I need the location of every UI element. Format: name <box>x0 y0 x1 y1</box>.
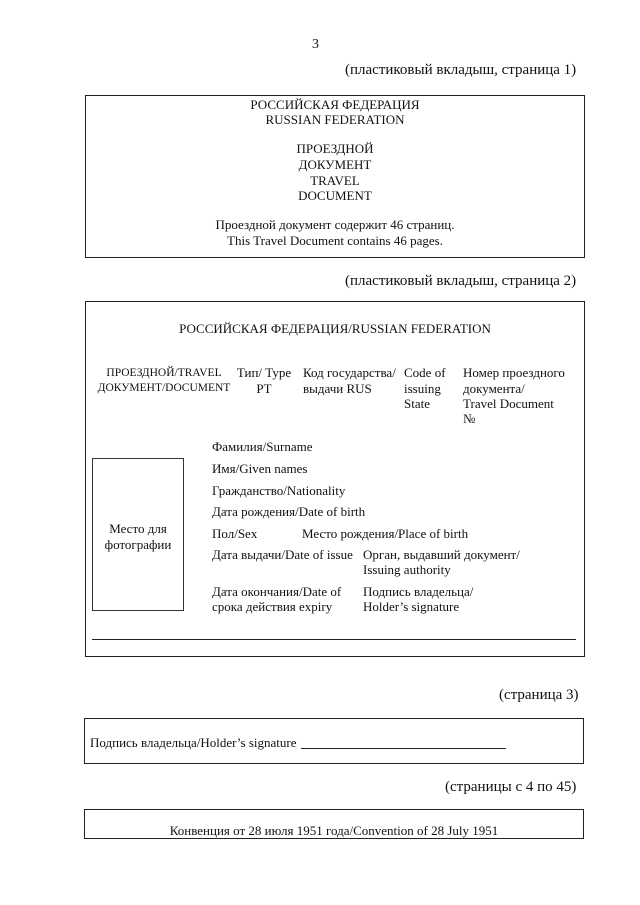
field-surname: Фамилия/Surname <box>212 439 313 454</box>
col-doc-1: ПРОЕЗДНОЙ/TRAVEL <box>106 367 222 379</box>
col-num-1: Номер проездного <box>463 365 565 380</box>
col-num-4: № <box>463 411 476 426</box>
insert1-country-en: RUSSIAN FEDERATION <box>265 112 405 127</box>
photo-label-2: фотографии <box>104 537 172 552</box>
convention-text: Конвенция от 28 июля 1951 года/Convention of 28 July 1951 <box>169 823 499 838</box>
page3-signature-label: Подпись владельца/Holder’s signature <box>90 735 297 750</box>
field-authority-1: Орган, выдавший документ/ <box>363 547 520 562</box>
insert1-caption: (пластиковый вкладыш, страница 1) <box>345 62 577 78</box>
field-authority-2: Issuing authority <box>363 562 451 577</box>
field-doi: Дата выдачи/Date of issue <box>212 547 353 562</box>
page3-caption: (страница 3) <box>499 687 579 703</box>
insert1-box <box>85 95 585 258</box>
insert1-title-ru-2: ДОКУМЕНТ <box>298 157 372 172</box>
field-sex: Пол/Sex <box>212 526 258 541</box>
col-num-2: документа/ <box>463 381 525 396</box>
col-code-1: Code of <box>404 365 446 380</box>
col-code-2: issuing <box>404 381 441 396</box>
insert1-pages-ru: Проездной документ содержит 46 страниц. <box>215 217 455 232</box>
field-dob: Дата рождения/Date of birth <box>212 504 366 519</box>
photo-placeholder <box>92 458 184 611</box>
mrz-line <box>92 639 576 640</box>
field-nationality: Гражданство/Nationality <box>212 483 346 498</box>
field-given-names: Имя/Given names <box>212 461 308 476</box>
col-doc-2: ДОКУМЕНТ/DOCUMENT <box>97 382 231 394</box>
col-num-3: Travel Document <box>463 396 554 411</box>
col-state-2: выдачи RUS <box>303 381 372 396</box>
field-expiry-1: Дата окончания/Date of <box>212 584 342 599</box>
col-type-1: Тип/ Type <box>236 365 292 380</box>
insert1-title-en-1: TRAVEL <box>310 173 360 188</box>
field-signature-1: Подпись владельца/ <box>363 584 474 599</box>
insert1-pages-en: This Travel Document contains 46 pages. <box>227 233 443 248</box>
pages4-45-box <box>84 809 584 839</box>
page3-signature-line <box>301 748 506 749</box>
field-expiry-2: срока действия expiry <box>212 599 333 614</box>
insert2-box <box>85 301 585 657</box>
field-pob: Место рождения/Place of birth <box>302 526 469 541</box>
field-signature-2: Holder’s signature <box>363 599 460 614</box>
insert1-country-ru: РОССИЙСКАЯ ФЕДЕРАЦИЯ <box>250 97 420 112</box>
page3-box <box>84 718 584 764</box>
insert1-title-ru-1: ПРОЕЗДНОЙ <box>296 141 374 156</box>
col-code-3: State <box>404 396 430 411</box>
col-type-2: PT <box>256 381 272 396</box>
page-number: 3 <box>312 37 319 52</box>
insert1-title-en-2: DOCUMENT <box>298 188 372 203</box>
insert2-header: РОССИЙСКАЯ ФЕДЕРАЦИЯ/RUSSIAN FEDERATION <box>179 321 491 336</box>
pages4-45-caption: (страницы с 4 по 45) <box>445 779 577 795</box>
insert2-caption: (пластиковый вкладыш, страница 2) <box>345 273 577 289</box>
photo-label-1: Место для <box>109 521 167 536</box>
col-state-1: Код государства/ <box>303 365 396 380</box>
